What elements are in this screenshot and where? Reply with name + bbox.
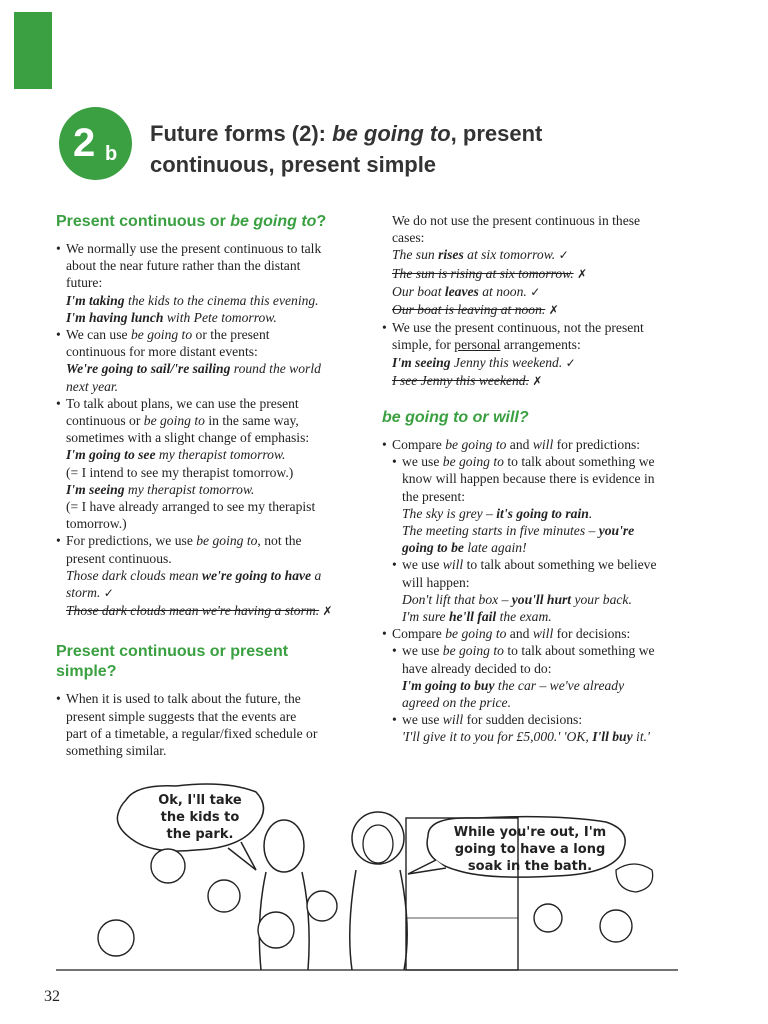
tick-mark: ✓: [530, 284, 541, 299]
section-heading-present-continuous-or-going-to: Present continuous or be going to?: [56, 213, 327, 230]
child-head: [258, 912, 294, 948]
rule-bullet: • To talk about plans, we can use the present continuous or be going to in the same way, sometimes with a slight change of emphasis: I'm going to see my therapist tomorrow. (= I intend to see my therapist tomorrow.) I'm seeing my therapist tomorrow. (= I have already arranged to see my therapist tomorrow.): [56, 395, 354, 533]
speech-text-left: Ok, I'll take the kids to the park.: [158, 793, 242, 842]
paragraph: We do not use the present continuous in these cases: The sun rises at six tomorrow. ✓ The sun is rising at six tomorrow. ✗ Our boat leaves at noon. ✓ Our boat is leaving at noon. ✗: [392, 213, 641, 318]
tick-mark: ✓: [103, 586, 114, 601]
cartoon-illustration: [56, 778, 678, 974]
left-column: [56, 212, 354, 759]
rule-bullet: • For predictions, we use be going to, not the present continuous. Those dark clouds mean we're going to have a storm. ✓ Those dark clouds mean we're having a storm. ✗: [56, 532, 354, 620]
section-heading-going-to-or-will: be going to or will?: [382, 409, 529, 427]
cross-mark: ✗: [548, 303, 559, 318]
unit-badge: [59, 107, 132, 180]
sub-rule-bullet: • we use will to talk about something we believe will happen: Don't lift that box – you'll hurt your back. I'm sure he'll fail the exam.: [382, 556, 682, 625]
child-head: [600, 910, 632, 942]
unit-letter: b: [105, 143, 118, 165]
mother-face: [363, 825, 393, 863]
page-title: Future forms (2): be going to, present continuous, present simple: [150, 121, 543, 177]
sub-rule-bullet: • we use be going to to talk about something we know will happen because there is evidence in the present: The sky is grey – it's going to rain. The meeting starts in five minutes – you're going to be late again!: [382, 453, 682, 556]
rule-bullet: • Compare be going to and will for decisions:: [382, 625, 682, 642]
rule-bullet: • Compare be going to and will for predictions:: [382, 436, 682, 453]
cross-mark: ✗: [577, 266, 588, 281]
ball: [534, 904, 562, 932]
chapter-tab: [14, 12, 52, 89]
section-heading-present-continuous-or-simple: Present continuous or present simple?: [56, 643, 289, 681]
right-column: [382, 212, 682, 746]
child-head: [98, 920, 134, 956]
tick-mark: ✓: [565, 355, 576, 370]
cross-mark: ✗: [322, 604, 333, 619]
child-head: [151, 849, 185, 883]
speech-text-right: While you're out, I'm going to have a long soak in the bath.: [453, 825, 607, 874]
rule-bullet: • We can use be going to or the present continuous for more distant events: We're going to sail/'re sailing round the world next year.: [56, 326, 354, 395]
father-head: [264, 820, 304, 872]
child-head: [307, 891, 337, 921]
sub-rule-bullet: • we use will for sudden decisions: 'I'll give it to you for £5,000.' 'OK, I'll buy it.': [382, 711, 682, 745]
child-head: [208, 880, 240, 912]
unit-number: 2: [73, 121, 96, 165]
rule-bullet: • When it is used to talk about the future, the present simple suggests that the events are part of a timetable, a regular/fixed schedule or something similar.: [56, 690, 354, 759]
page-number: 32: [44, 988, 60, 1005]
speech-bubble-left-tail: [228, 842, 256, 870]
tick-mark: ✓: [558, 248, 569, 263]
mother-robe: [350, 870, 407, 970]
sub-rule-bullet: • we use be going to to talk about something we have already decided to do: I'm going to buy the car – we've already agreed on the price.: [382, 642, 682, 711]
rule-bullet: • We use the present continuous, not the present simple, for personal arrangements: I'm seeing Jenny this weekend. ✓ I see Jenny this weekend. ✗: [382, 319, 682, 390]
cross-mark: ✗: [532, 373, 543, 388]
rule-bullet: • We normally use the present continuous to talk about the near future rather than the distant future: I'm taking the kids to the cinema this evening. I'm having lunch with Pete tomorrow.: [56, 240, 354, 326]
